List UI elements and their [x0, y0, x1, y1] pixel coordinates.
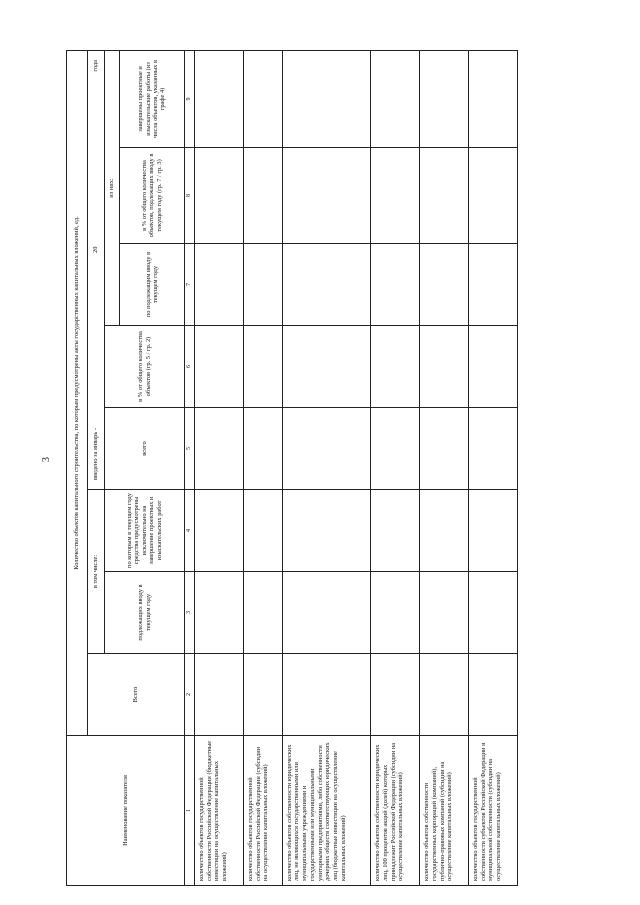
header-completed-design: завершены проектные и изыскательские работы (из числа объектов, указанных в графе 4) — [120, 51, 185, 148]
table-cell[interactable] — [243, 51, 282, 148]
table-cell[interactable] — [282, 148, 371, 244]
table-cell[interactable] — [282, 326, 371, 408]
column-number: 6 — [185, 326, 195, 408]
column-number: 2 — [185, 654, 195, 736]
table-cell[interactable] — [282, 51, 371, 148]
table-cell[interactable] — [243, 244, 282, 326]
indicator-label: количество объектов собственности юридических лиц, 100 процентов акций (долей) которых принадлежит Российской Федерации (субсидии на осуществление капитальных вложений) — [371, 736, 420, 886]
table-cell[interactable] — [243, 572, 282, 654]
table-cell[interactable] — [371, 326, 420, 408]
table-cell[interactable] — [371, 654, 420, 736]
table-cell[interactable] — [420, 148, 469, 244]
header-design-work: по которым в текущем году средства предусмотрены исключительно на завершение проектных и изыскательских работ — [105, 490, 185, 572]
year-suffix: года — [92, 60, 100, 72]
table-row — [195, 51, 244, 886]
table-cell[interactable] — [243, 326, 282, 408]
year-prefix: 20 — [92, 246, 100, 253]
header-as-of-period — [88, 51, 105, 490]
table-cell[interactable] — [195, 148, 244, 244]
table-cell[interactable] — [420, 654, 469, 736]
header-of-them: из них: — [105, 51, 120, 326]
indicators-table — [66, 50, 518, 886]
table-cell[interactable] — [243, 408, 282, 490]
table-cell[interactable] — [195, 572, 244, 654]
table-cell[interactable] — [469, 326, 518, 408]
table-cell[interactable] — [420, 408, 469, 490]
column-number: 1 — [185, 736, 195, 886]
table-cell[interactable] — [282, 490, 371, 572]
header-commissioning: подлежащих вводу в текущем году — [105, 572, 185, 654]
table-cell[interactable] — [371, 408, 420, 490]
table-row — [420, 51, 469, 886]
column-number: 9 — [185, 51, 195, 148]
table-row — [243, 51, 282, 886]
table-cell[interactable] — [420, 244, 469, 326]
table-cell[interactable] — [469, 408, 518, 490]
table-cell[interactable] — [469, 654, 518, 736]
header-in-that-number: в том числе: — [88, 490, 105, 654]
table-cell[interactable] — [282, 654, 371, 736]
header-total: Всего — [88, 654, 185, 736]
table-cell[interactable] — [469, 490, 518, 572]
table-row — [469, 51, 518, 886]
table-cell[interactable] — [282, 572, 371, 654]
table-cell[interactable] — [469, 148, 518, 244]
table-cell[interactable] — [420, 490, 469, 572]
table-cell[interactable] — [243, 654, 282, 736]
header-indicator-name: Наименование показателя — [67, 736, 185, 886]
page-number: 3 — [41, 457, 52, 462]
table-cell[interactable] — [420, 326, 469, 408]
column-number: 3 — [185, 572, 195, 654]
table-cell[interactable] — [195, 244, 244, 326]
table-cell[interactable] — [195, 408, 244, 490]
table-cell[interactable] — [371, 244, 420, 326]
header-pct-total: в % от общего количества объектов (гр. 5 / гр. 2) — [105, 326, 185, 408]
table-cell[interactable] — [282, 244, 371, 326]
table-cell[interactable] — [371, 148, 420, 244]
header-total-commissioned: всего — [105, 408, 185, 490]
header-sub-commissioning: по подлежащим вводу в текущем году — [120, 244, 185, 326]
indicator-label: количество объектов собственности государственных корпораций (компаний), публично-правовых компаний (субсидии на осуществление капитальных вложений) — [420, 736, 469, 886]
column-number: 4 — [185, 490, 195, 572]
table-row — [371, 51, 420, 886]
table-cell[interactable] — [371, 490, 420, 572]
column-number: 8 — [185, 148, 195, 244]
column-number: 5 — [185, 408, 195, 490]
as-of-january-label: введено за январь - — [92, 428, 100, 480]
indicator-label: количество объектов государственной собственности Российской Федерации (бюджетные инвестиции на осуществление капитальных вложений) — [195, 736, 244, 886]
table-cell[interactable] — [195, 654, 244, 736]
indicator-label: количество объектов собственности юридических лиц, не являющихся государственными или муниципальными учреждениями и государственными или муниципальными унитарными предприятиями, либо собственности дочерних обществ соответствующих юридических лиц (бюджетные инвестиции на осуществление капитальных вложений) — [282, 736, 371, 886]
table-cell[interactable] — [469, 244, 518, 326]
table-cell[interactable] — [420, 51, 469, 148]
indicator-label: количество объектов государственной собственности субъектов Российской Федерации и муниципальной собственности (субсидии на осуществление капитальных вложений) — [469, 736, 518, 886]
table-cell[interactable] — [371, 51, 420, 148]
table-cell[interactable] — [195, 490, 244, 572]
rotated-table-wrapper — [66, 51, 518, 886]
table-cell[interactable] — [469, 572, 518, 654]
header-pct-commissioning: в % от общего количества объектов, подлежащих вводу в текущем году (гр. 7 / гр. 3) — [120, 148, 185, 244]
table-cell[interactable] — [282, 408, 371, 490]
table-cell[interactable] — [243, 490, 282, 572]
table-cell[interactable] — [469, 51, 518, 148]
header-group-title: Количество объектов капитального строительства, по которым предусмотрены акты государственных капитальных вложений, ед. — [67, 51, 88, 736]
table-cell[interactable] — [195, 51, 244, 148]
table-cell[interactable] — [371, 572, 420, 654]
table-cell[interactable] — [243, 148, 282, 244]
table-cell[interactable] — [195, 326, 244, 408]
indicator-label: количество объектов государственной собственности Российской Федерации (субсидии на осуществление капитальных вложений) — [243, 736, 282, 886]
table-row — [282, 51, 371, 886]
table-cell[interactable] — [420, 572, 469, 654]
column-number: 7 — [185, 244, 195, 326]
